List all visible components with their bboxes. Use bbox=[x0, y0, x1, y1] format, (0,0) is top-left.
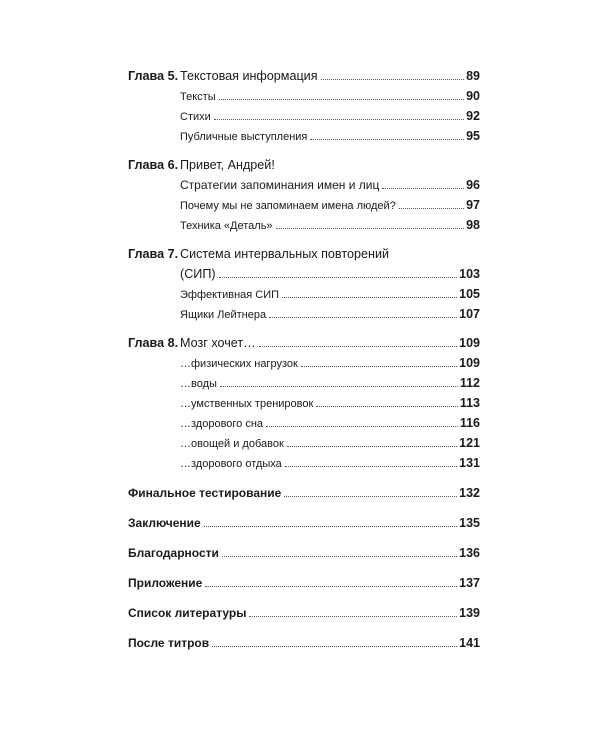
entry-title: Публичные выступления bbox=[180, 131, 308, 143]
page-number: 92 bbox=[466, 109, 480, 123]
page-number: 137 bbox=[459, 576, 480, 590]
toc-entry[interactable] bbox=[128, 175, 480, 195]
page-number: 131 bbox=[459, 456, 480, 470]
spacer bbox=[128, 623, 480, 633]
dot-leader bbox=[219, 276, 458, 278]
entry-title: …овощей и добавок bbox=[180, 438, 284, 450]
toc-entry[interactable] bbox=[128, 353, 480, 373]
entry-title: Эффективная СИП bbox=[180, 289, 280, 301]
entry-title: Тексты bbox=[180, 91, 216, 103]
page-number: 112 bbox=[459, 376, 480, 390]
page-number: 109 bbox=[459, 336, 480, 350]
page-number: 97 bbox=[466, 198, 480, 212]
dot-leader bbox=[222, 555, 457, 557]
chapter-label: Глава 6. bbox=[128, 158, 179, 172]
dot-leader bbox=[316, 405, 458, 407]
section-title: Финальное тестирование bbox=[128, 486, 282, 500]
toc-entry[interactable] bbox=[128, 106, 480, 126]
section-title: Заключение bbox=[128, 516, 201, 530]
chapter-title: Система интервальных повторений bbox=[180, 247, 390, 261]
page-number: 95 bbox=[466, 129, 480, 143]
toc-entry[interactable] bbox=[128, 393, 480, 413]
chapter-title: Текстовая информация bbox=[180, 69, 318, 83]
section-title: Список литературы bbox=[128, 606, 247, 620]
page-number: 103 bbox=[459, 267, 480, 281]
page-number: 141 bbox=[459, 636, 480, 650]
entry-title: Ящики Лейтнера bbox=[180, 309, 267, 321]
section-title: После титров bbox=[128, 636, 210, 650]
dot-leader bbox=[282, 296, 457, 298]
entry-title: …физических нагрузок bbox=[180, 358, 298, 370]
dot-leader bbox=[212, 645, 457, 647]
dot-leader bbox=[321, 78, 465, 80]
chapter-title: Мозг хочет… bbox=[180, 336, 256, 350]
page-number: 132 bbox=[459, 486, 480, 500]
toc-chapter-5[interactable] bbox=[128, 66, 480, 86]
toc-entry[interactable] bbox=[128, 284, 480, 304]
page-number: 116 bbox=[459, 416, 480, 430]
table-of-contents bbox=[128, 66, 480, 653]
page-number: 135 bbox=[459, 516, 480, 530]
toc-entry[interactable] bbox=[128, 215, 480, 235]
toc-entry[interactable] bbox=[128, 373, 480, 393]
toc-entry[interactable] bbox=[128, 413, 480, 433]
chapter-label: Глава 7. bbox=[128, 247, 179, 261]
spacer bbox=[128, 324, 480, 333]
entry-title: …здорового сна bbox=[180, 418, 264, 430]
chapter-label: Глава 8. bbox=[128, 336, 179, 350]
page-number: 113 bbox=[459, 396, 480, 410]
toc-section-references[interactable] bbox=[128, 603, 480, 623]
toc-section-after-credits[interactable] bbox=[128, 633, 480, 653]
entry-title: Стратегии запоминания имен и лиц bbox=[180, 178, 380, 192]
spacer bbox=[128, 533, 480, 543]
entry-title: …умственных тренировок bbox=[180, 398, 314, 410]
dot-leader bbox=[284, 495, 457, 497]
dot-leader bbox=[276, 227, 465, 229]
page-number: 89 bbox=[466, 69, 480, 83]
dot-leader bbox=[287, 445, 457, 447]
toc-chapter-7[interactable] bbox=[128, 244, 480, 264]
dot-leader bbox=[249, 615, 457, 617]
spacer bbox=[128, 593, 480, 603]
toc-chapter-6[interactable] bbox=[128, 155, 480, 175]
page-number: 139 bbox=[459, 606, 480, 620]
dot-leader bbox=[266, 425, 458, 427]
dot-leader bbox=[301, 365, 457, 367]
page-number: 96 bbox=[466, 178, 480, 192]
page-number: 98 bbox=[466, 218, 480, 232]
entry-title: …здорового отдыха bbox=[180, 458, 282, 470]
dot-leader bbox=[219, 98, 464, 100]
toc-entry[interactable] bbox=[128, 453, 480, 473]
toc-entry[interactable] bbox=[128, 126, 480, 146]
dot-leader bbox=[269, 316, 457, 318]
dot-leader bbox=[285, 465, 457, 467]
toc-entry[interactable] bbox=[128, 433, 480, 453]
page-number: 109 bbox=[459, 356, 480, 370]
dot-leader bbox=[382, 187, 464, 189]
toc-section-acknowledgements[interactable] bbox=[128, 543, 480, 563]
dot-leader bbox=[259, 345, 457, 347]
toc-entry[interactable] bbox=[128, 195, 480, 215]
toc-section-appendix[interactable] bbox=[128, 573, 480, 593]
dot-leader bbox=[310, 138, 464, 140]
chapter-title-continued: (СИП) bbox=[180, 267, 216, 281]
dot-leader bbox=[220, 385, 458, 387]
dot-leader bbox=[399, 207, 464, 209]
dot-leader bbox=[214, 118, 464, 120]
entry-title: Стихи bbox=[180, 111, 211, 123]
spacer bbox=[128, 473, 480, 483]
toc-section-final-test[interactable] bbox=[128, 483, 480, 503]
page-number: 121 bbox=[459, 436, 480, 450]
toc-section-conclusion[interactable] bbox=[128, 513, 480, 533]
spacer bbox=[128, 563, 480, 573]
page-number: 136 bbox=[459, 546, 480, 560]
chapter-label: Глава 5. bbox=[128, 69, 179, 83]
toc-chapter-8[interactable] bbox=[128, 333, 480, 353]
spacer bbox=[128, 503, 480, 513]
toc-chapter-7-continued[interactable] bbox=[128, 264, 480, 284]
spacer bbox=[128, 235, 480, 244]
entry-title: Почему мы не запоминаем имена людей? bbox=[180, 200, 396, 212]
entry-title: Техника «Деталь» bbox=[180, 220, 273, 232]
dot-leader bbox=[205, 585, 457, 587]
section-title: Благодарности bbox=[128, 546, 219, 560]
toc-entry[interactable] bbox=[128, 304, 480, 324]
page-number: 90 bbox=[466, 89, 480, 103]
toc-entry[interactable] bbox=[128, 86, 480, 106]
entry-title: …воды bbox=[180, 378, 217, 390]
dot-leader bbox=[204, 525, 457, 527]
page-number: 107 bbox=[459, 307, 480, 321]
spacer bbox=[128, 146, 480, 155]
chapter-title: Привет, Андрей! bbox=[180, 158, 275, 172]
section-title: Приложение bbox=[128, 576, 203, 590]
page-number: 105 bbox=[459, 287, 480, 301]
